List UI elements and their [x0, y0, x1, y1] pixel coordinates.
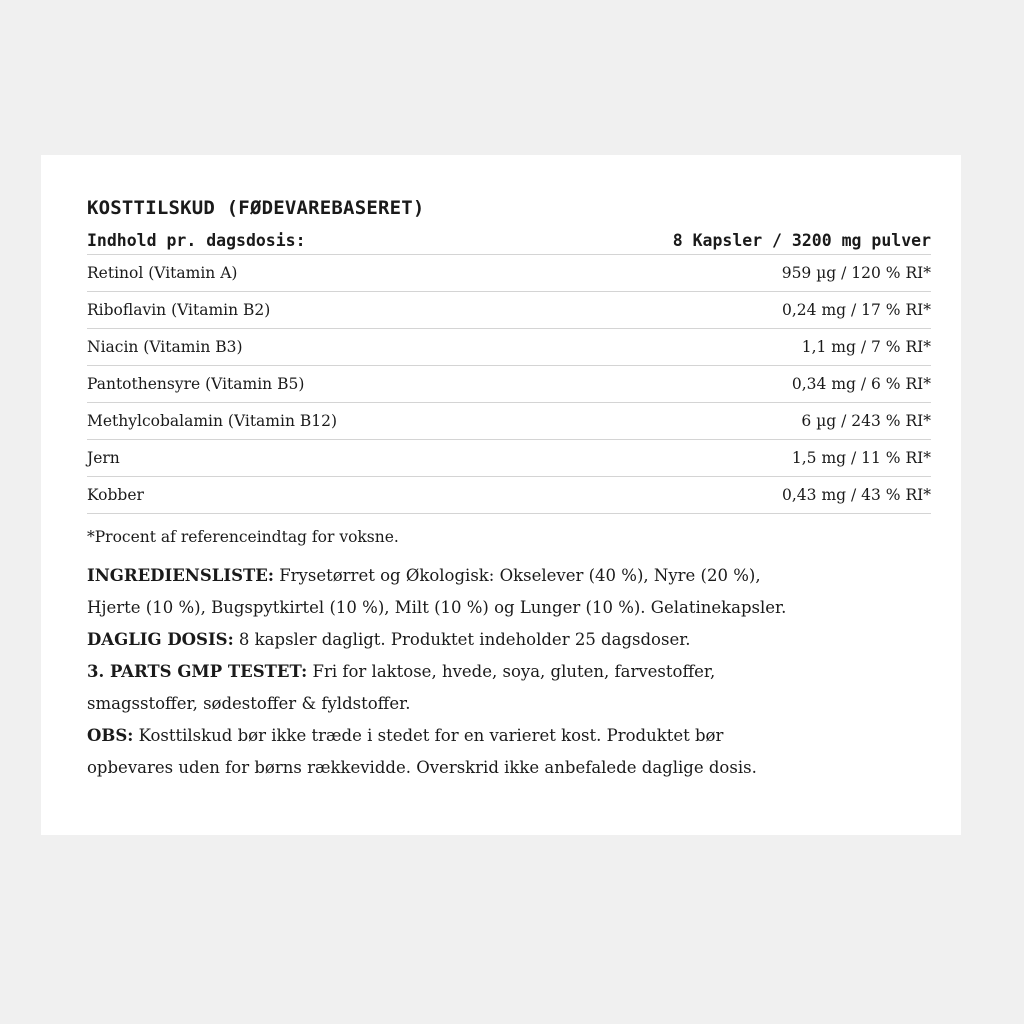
header-right: 8 Kapsler / 3200 mg pulver — [672, 231, 931, 250]
obs-line-2: opbevares uden for børns rækkevidde. Overskrid ikke anbefalede daglige dosis. — [87, 758, 757, 777]
nutrient-name: Niacin (Vitamin B3) — [87, 338, 243, 356]
nutrient-name: Riboflavin (Vitamin B2) — [87, 301, 271, 319]
gmp-label: 3. PARTS GMP TESTET: — [87, 662, 308, 681]
ingredients-text-1: Frysetørret og Økologisk: Okselever (40 %), Nyre (20 %), — [273, 566, 761, 585]
footnote: *Procent af referenceindtag for voksne. — [87, 528, 399, 546]
label-title: KOSTTILSKUD (FØDEVAREBASERET) — [87, 197, 425, 219]
nutrient-row — [87, 440, 931, 477]
nutrient-name: Methylcobalamin (Vitamin B12) — [87, 412, 338, 430]
nutrient-value: 6 µg / 243 % RI* — [801, 412, 931, 430]
label-panel — [41, 155, 961, 835]
header-left: Indhold pr. dagsdosis: — [87, 231, 306, 250]
ingredients-label: INGREDIENSLISTE: — [87, 566, 274, 585]
ingredients-line-2: Hjerte (10 %), Bugspytkirtel (10 %), Milt (10 %) og Lunger (10 %). Gelatinekapsler. — [87, 598, 787, 617]
nutrient-row — [87, 329, 931, 366]
dosis-line — [87, 624, 931, 656]
nutrient-name: Jern — [87, 449, 120, 467]
nutrient-value: 0,24 mg / 17 % RI* — [782, 301, 931, 319]
obs-text-1: Kosttilskud bør ikke træde i stedet for en varieret kost. Produktet bør — [133, 726, 724, 745]
nutrient-value: 0,43 mg / 43 % RI* — [782, 486, 931, 504]
gmp-line-1 — [87, 656, 931, 688]
dosis-label: DAGLIG DOSIS: — [87, 630, 234, 649]
gmp-line-2: smagsstoffer, sødestoffer & fyldstoffer. — [87, 694, 411, 713]
nutrient-row — [87, 477, 931, 514]
nutrient-value: 1,1 mg / 7 % RI* — [801, 338, 931, 356]
nutrient-name: Kobber — [87, 486, 144, 504]
ingredients-line-1 — [87, 560, 931, 592]
nutrient-value: 0,34 mg / 6 % RI* — [791, 375, 931, 393]
gmp-text-1: Fri for laktose, hvede, soya, gluten, farvestoffer, — [307, 662, 716, 681]
obs-line-1 — [87, 720, 931, 752]
nutrient-row — [87, 366, 931, 403]
nutrient-row — [87, 255, 931, 292]
label-content — [87, 195, 931, 784]
nutrient-name: Pantothensyre (Vitamin B5) — [87, 375, 305, 393]
dosis-text: 8 kapsler dagligt. Produktet indeholder 25 dagsdoser. — [233, 630, 691, 649]
nutrient-value: 959 µg / 120 % RI* — [781, 264, 931, 282]
nutrition-header-row — [87, 227, 931, 255]
obs-label: OBS: — [87, 726, 134, 745]
nutrient-row — [87, 403, 931, 440]
nutrient-value: 1,5 mg / 11 % RI* — [791, 449, 931, 467]
nutrient-row — [87, 292, 931, 329]
nutrient-name: Retinol (Vitamin A) — [87, 264, 238, 282]
info-paragraph — [87, 560, 931, 784]
